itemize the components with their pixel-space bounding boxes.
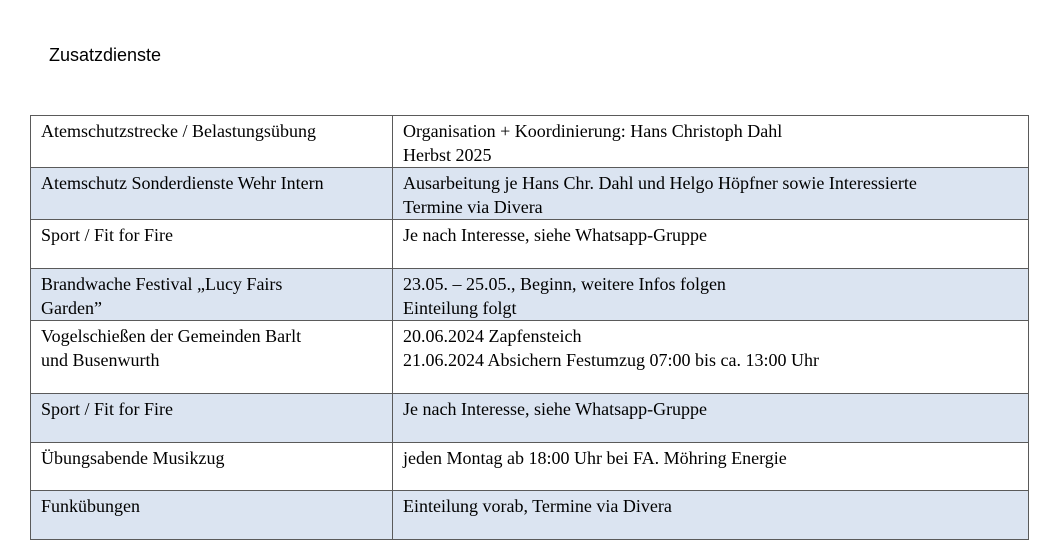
service-name: Atemschutzstrecke / Belastungsübung (41, 121, 316, 141)
service-detail-line: Einteilung folgt (403, 298, 517, 318)
service-detail-line: 23.05. – 25.05., Beginn, weitere Infos folgen (403, 274, 726, 294)
service-detail-line: Je nach Interesse, siehe Whatsapp-Gruppe (403, 399, 708, 419)
service-detail-cell (393, 443, 1029, 491)
table-row (31, 168, 1029, 220)
service-detail-line: Je nach Interesse, siehe Whatsapp-Gruppe (403, 225, 708, 245)
service-detail-line: 20.06.2024 Zapfensteich (403, 326, 582, 346)
service-detail-cell (393, 491, 1029, 540)
service-detail-cell (393, 220, 1029, 269)
service-name: Sport / Fit for Fire (41, 225, 174, 245)
service-name: Brandwache Festival „Lucy Fairs (41, 274, 283, 294)
service-detail-cell (393, 168, 1029, 220)
service-detail-cell (393, 321, 1029, 394)
service-name-cell (31, 168, 393, 220)
service-name-cell (31, 220, 393, 269)
service-detail-cell (393, 116, 1029, 168)
page-title: Zusatzdienste (49, 45, 162, 65)
service-detail-line: Termine via Divera (403, 197, 543, 217)
service-name: Atemschutz Sonderdienste Wehr Intern (41, 173, 324, 193)
service-name: Vogelschießen der Gemeinden Barlt (41, 326, 302, 346)
table-row (31, 220, 1029, 269)
service-name-cell (31, 443, 393, 491)
service-name-cell (31, 394, 393, 443)
service-detail-line: Einteilung vorab, Termine via Divera (403, 496, 672, 516)
service-name-cell (31, 116, 393, 168)
service-detail-line: Herbst 2025 (403, 145, 492, 165)
service-detail-line: Organisation + Koordinierung: Hans Christoph Dahl (403, 121, 783, 141)
table-row (31, 491, 1029, 540)
table-row (31, 321, 1029, 394)
table-row (31, 116, 1029, 168)
service-name: Sport / Fit for Fire (41, 399, 174, 419)
service-name-cell (31, 321, 393, 394)
service-name-continued: Garden” (41, 298, 102, 318)
services-table (30, 115, 1029, 540)
service-detail-line: Ausarbeitung je Hans Chr. Dahl und Helgo Höpfner sowie Interessierte (403, 173, 917, 193)
service-name: Funkübungen (41, 496, 140, 516)
service-detail-line: 21.06.2024 Absichern Festumzug 07:00 bis ca. 13:00 Uhr (403, 350, 819, 370)
service-name-cell (31, 269, 393, 321)
table-row (31, 269, 1029, 321)
service-name: Übungsabende Musikzug (41, 448, 225, 468)
service-detail-cell (393, 269, 1029, 321)
service-detail-line: jeden Montag ab 18:00 Uhr bei FA. Möhring Energie (403, 448, 787, 468)
service-detail-cell (393, 394, 1029, 443)
table-row (31, 394, 1029, 443)
table-row (31, 443, 1029, 491)
service-name-continued: und Busenwurth (41, 350, 160, 370)
service-name-cell (31, 491, 393, 540)
